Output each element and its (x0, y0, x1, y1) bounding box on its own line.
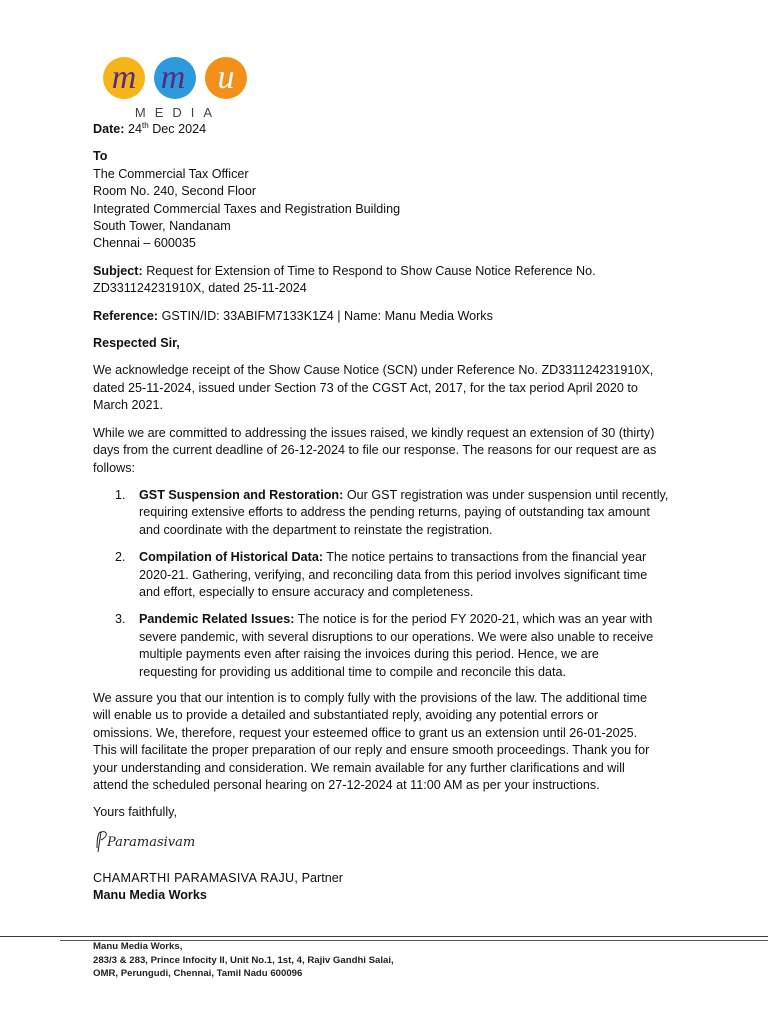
closing: Yours faithfully, (93, 805, 178, 820)
subject-text-cont: ZD331124231910X, dated 25-11-2024 (93, 281, 307, 296)
subject-label: Subject: (93, 263, 143, 278)
reference-text: GSTIN/ID: 33ABIFM7133K1Z4 | Name: Manu Media Works (161, 308, 493, 323)
reason-text: 2020-21. Gathering, verifying, and reconciling data from this period involves significant time (139, 567, 648, 582)
paragraph-2 (93, 425, 683, 477)
reason-text: requesting for providing us additional time to compile and reconcile this data. (139, 664, 567, 679)
paragraph-line: will enable us to provide a detailed and substantiated reply, avoiding any potential errors or (93, 708, 599, 723)
logo-letter-1: m (111, 59, 137, 96)
footer-address (93, 940, 394, 981)
date-day: 24 (128, 122, 143, 136)
recipient-address (93, 166, 683, 253)
reference-label: Reference: (93, 308, 159, 323)
address-line: Integrated Commercial Taxes and Registration Building (93, 201, 401, 216)
reason-title: GST Suspension and Restoration: (139, 487, 344, 502)
reason-title: Pandemic Related Issues: (139, 612, 295, 627)
signature (93, 826, 233, 856)
paragraph-line: This will facilitate the proper preparation of our reply and ensure smooth proceedings. Thank you for (93, 743, 650, 758)
reason-text: The notice pertains to transactions from the financial year (323, 550, 647, 565)
footer-line: OMR, Perungudi, Chennai, Tamil Nadu 600096 (93, 968, 303, 980)
logo-tagline: MEDIA (134, 105, 222, 120)
date-line (93, 121, 683, 138)
salutation: Respected Sir, (93, 336, 180, 351)
paragraph-line: days from the current deadline of 26-12-2024 to file our response. The reasons for our request are as (93, 443, 657, 458)
paragraph-line: attend the scheduled personal hearing on 27-12-2024 at 11:00 AM as per your instructions. (93, 778, 600, 792)
reason-number: 3. (115, 612, 126, 627)
paragraph-line: March 2021. (93, 398, 164, 413)
reference-line (93, 308, 683, 325)
paragraph-line: We acknowledge receipt of the Show Cause Notice (SCN) under Reference No. ZD331124231910X, (93, 363, 654, 378)
address-line: Chennai – 600035 (93, 236, 196, 251)
letter-body (93, 121, 683, 905)
reason-item (93, 487, 683, 539)
paragraph-1 (93, 362, 683, 414)
address-line: South Tower, Nandanam (93, 219, 231, 234)
to-label: To (93, 149, 108, 164)
paragraph-line: your understanding and consideration. We remain available for any further clarifications and will (93, 760, 625, 775)
footer-line: 283/3 & 283, Prince Infocity II, Unit No.1, 1st, 4, Rajiv Gandhi Salai, (93, 954, 394, 966)
reason-text: The notice is for the period FY 2020-21, which was an year with (294, 612, 653, 627)
signer-line (93, 870, 683, 887)
reason-number: 1. (115, 487, 126, 502)
reason-text: and effort, especially to ensure accuracy and completeness. (139, 584, 474, 599)
signer-name: CHAMARTHI PARAMASIVA RAJU, (93, 870, 299, 885)
date-label: Date: (93, 122, 125, 136)
date-rest: Dec 2024 (152, 122, 207, 136)
address-line: Room No. 240, Second Floor (93, 184, 257, 199)
logo-letter-2: m (160, 59, 186, 96)
reason-title: Compilation of Historical Data: (139, 550, 324, 565)
paragraph-line: While we are committed to addressing the issues raised, we kindly request an extension of 30 (thirty) (93, 425, 655, 440)
subject-text: Request for Extension of Time to Respond to Show Cause Notice Reference No. (146, 263, 596, 278)
svg-text:Paramasivam: Paramasivam (107, 834, 196, 850)
paragraph-3 (93, 690, 683, 794)
paragraph-line: dated 25-11-2024, issued under Section 73 of the CGST Act, 2017, for the tax period April 2020 to (93, 380, 638, 395)
logo-letter-3: u (217, 59, 235, 96)
date-ordinal: th (142, 120, 149, 130)
paragraph-line: We assure you that our intention is to comply fully with the provisions of the law. The additional time (93, 690, 647, 705)
paragraph-line: follows: (93, 460, 135, 475)
reason-text: severe pandemic, with several disruptions to our operations. We were also unable to receive (139, 629, 654, 644)
signer-role: Partner (298, 870, 343, 885)
reason-text: multiple payments even after raising the invoices during this period. Hence, we are (139, 647, 599, 662)
reason-text: Our GST registration was under suspension until recently, (343, 487, 669, 502)
company-logo (100, 54, 250, 120)
address-line: The Commercial Tax Officer (93, 166, 249, 181)
subject-block (93, 263, 683, 298)
company-name: Manu Media Works (93, 888, 207, 903)
reason-text: requiring extensive efforts to address the pending returns, paying of outstanding tax amount (139, 505, 650, 520)
footer-divider (0, 936, 768, 937)
reason-item (93, 549, 683, 601)
reason-item (93, 611, 683, 681)
paragraph-line: omissions. We, therefore, request your esteemed office to grant us an extension until 26-01-2025. (93, 725, 638, 740)
footer-line: Manu Media Works, (93, 941, 183, 952)
reason-number: 2. (115, 550, 126, 565)
reason-text: and coordinate with the department to reinstate the registration. (139, 522, 493, 537)
